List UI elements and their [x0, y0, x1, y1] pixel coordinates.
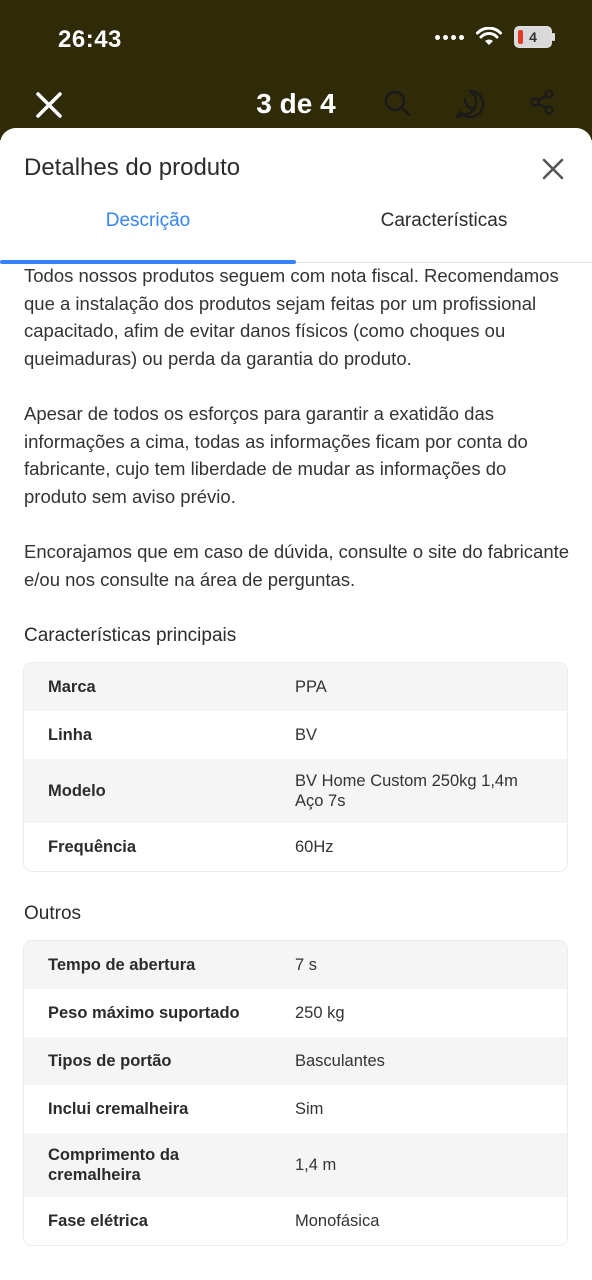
table-row	[24, 1085, 567, 1133]
spec-value: PPA	[295, 678, 327, 696]
image-counter: 3 de 4	[256, 88, 336, 119]
description-paragraph: Todos nossos produtos seguem com nota fiscal. Recomendamos que a instalação dos produtos sejam feitas por um profissional capacitado, afim de evitar danos físicos (como choques ou queimaduras) ou perda da garantia do produto.	[24, 265, 559, 369]
signal-icon	[435, 35, 464, 40]
spec-key: Peso máximo suportado	[48, 1004, 240, 1022]
spec-value: Basculantes	[295, 1052, 385, 1070]
share-icon[interactable]	[528, 88, 556, 116]
table-row	[24, 823, 567, 871]
status-time: 26:43	[58, 26, 122, 53]
table-row	[24, 989, 567, 1037]
close-icon[interactable]	[32, 88, 66, 122]
product-details-sheet	[0, 128, 592, 1280]
spec-key: Frequência	[48, 838, 137, 856]
table-row	[24, 1197, 567, 1245]
close-icon[interactable]	[540, 156, 566, 182]
top-bar	[0, 0, 592, 140]
table-row	[24, 663, 567, 711]
table-row	[24, 759, 567, 823]
sheet-title: Detalhes do produto	[24, 154, 241, 181]
spec-key: Inclui cremalheira	[48, 1100, 189, 1118]
description-paragraph: Encorajamos que em caso de dúvida, consulte o site do fabricante e/ou nos consulte na área de perguntas.	[24, 541, 570, 590]
search-icon[interactable]	[382, 88, 412, 118]
main-specs-table	[24, 663, 567, 871]
tab-bar	[0, 200, 592, 263]
spec-key: Tempo de abertura	[48, 956, 196, 974]
spec-key: Comprimento da cremalheira	[48, 1146, 180, 1184]
table-row	[24, 1133, 567, 1197]
whatsapp-icon[interactable]	[454, 88, 486, 120]
spec-key: Fase elétrica	[48, 1212, 148, 1230]
table-row	[24, 941, 567, 989]
description-content	[24, 262, 572, 1277]
description-paragraph: Apesar de todos os esforços para garantir a exatidão das informações a cima, todas as informações ficam por conta do fabricante, cujo tem liberdade de mudar as informações do produto sem aviso prévio.	[24, 403, 528, 507]
spec-value: 60Hz	[295, 838, 334, 856]
tab-descricao[interactable]: Descrição	[105, 210, 191, 231]
main-specs-title: Características principais	[24, 625, 237, 646]
table-row	[24, 1037, 567, 1085]
battery-icon	[514, 26, 552, 48]
spec-value: Sim	[295, 1100, 324, 1118]
other-specs-title: Outros	[24, 903, 82, 924]
status-icons	[435, 26, 552, 48]
spec-value: Monofásica	[295, 1212, 380, 1230]
spec-value: 250 kg	[295, 1004, 345, 1022]
spec-key: Linha	[48, 726, 92, 744]
spec-value: 7 s	[295, 956, 318, 974]
spec-value: BV	[295, 726, 318, 744]
spec-key: Marca	[48, 678, 96, 696]
battery-level: 4	[529, 29, 537, 45]
tab-caracteristicas[interactable]: Características	[380, 210, 508, 231]
spec-value: BV Home Custom 250kg 1,4m Aço 7s	[295, 772, 518, 810]
spec-value: 1,4 m	[295, 1156, 337, 1174]
spec-key: Tipos de portão	[48, 1052, 172, 1070]
wifi-icon	[476, 27, 502, 47]
table-row	[24, 711, 567, 759]
spec-key: Modelo	[48, 782, 106, 800]
other-specs-table	[24, 941, 567, 1245]
